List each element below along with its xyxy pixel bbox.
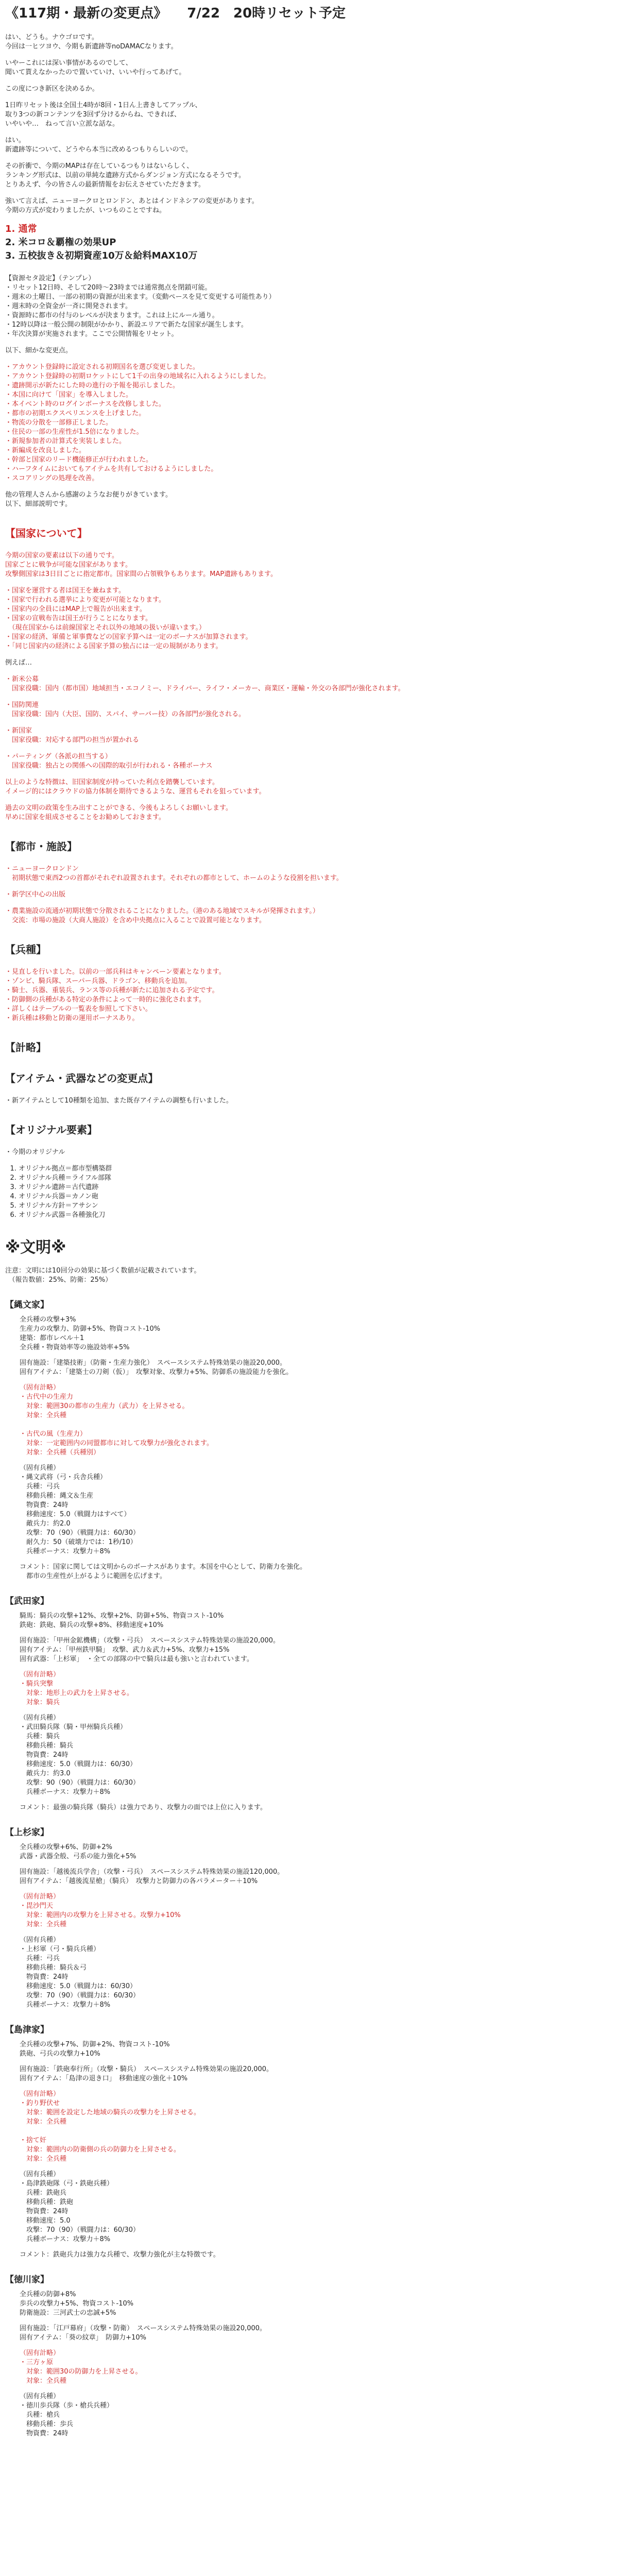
kokka-item: ・新国家 国家役職：対応する部門の担当が置かれる xyxy=(5,727,140,744)
civ-block xyxy=(5,1594,572,1812)
civ-strategy: （固有計略） ・釣り野伏せ 対象：範囲を設定した地域の騎兵の攻撃力を上昇させる。 対象：全兵種 ・捨て奸 対象：範囲内の防衛側の兵の防御力を上昇させる。 対象：全兵種 xyxy=(20,2090,201,2163)
civ-block xyxy=(5,1297,572,1581)
civ-block xyxy=(5,2272,572,2438)
section-hei-heading: 【兵種】 xyxy=(5,943,46,956)
kokka-item: ・パーティング（各派の担当する） 国家役職：独占との関係への国際的取引が行われる・各種ボーナス xyxy=(5,753,213,770)
civ-base: 全兵種の攻撃+7%、防御+2%、物資コスト-10% 鉄砲、弓兵の攻撃力+10% xyxy=(20,2041,170,2058)
page-title: 《117期・最新の変更点》 7/22 20時リセット予定 xyxy=(5,6,346,21)
civ-base: 騎馬：騎兵の攻撃+12%、攻撃+2%、防御+5%、物資コスト-10% 鉄砲：鉄砲、騎兵の攻撃+8%、移動速度+10% xyxy=(20,1612,224,1629)
intro-paragraph: はい、どうも。ナウゴロです。 今回は一ヒツヨウ、今期も新遺跡等noDAMACなります。 xyxy=(5,33,178,50)
civ-base: 全兵種の攻撃+3% 生産力の攻撃力、防御+5%、物資コスト-10% 建築：都市レベル＋1 全兵種・物資効率等の施設効率+5% xyxy=(20,1316,161,1351)
civ-special: 固有施設：「建築技術」（防衛・生産力強化） スペースシステム特殊効果の施設20,000。 固有アイテム：「建築士の刀剣（仮）」 攻撃対象、攻撃力+5%、防御系の施設能力を強化。 xyxy=(20,1359,293,1376)
civ-name: 【縄文家】 xyxy=(5,1300,49,1310)
intro-paragraph: 1日昨リセット後は全国土4時が8回・1日ん上書きしてアップル、 取り3つの新コンテンツを3回ず分けるからね、できれば、 いやいや… ねって言い立派な話な。 xyxy=(5,101,202,128)
civ-unit: （固有兵種） ・武田騎兵隊（騎・甲州騎兵兵種） 兵種：騎兵 移動兵種：騎兵 物資費：24時 移動速度：5.0（戦闘力は：60/30） 敵兵力：約3.0 攻撃：90（90）（戦闘力は：60/30） 兵種ボーナス：攻撃力＋8% xyxy=(20,1714,140,1796)
list-item: 5. オリジナル方針＝アサシン xyxy=(19,1201,572,1211)
civ-strategy: （固有計略） ・三方ヶ原 対象：範囲30の防御力を上昇させる。 対象：全兵種 xyxy=(20,2349,142,2385)
intro-paragraph: この度につき新区を決めるか。 xyxy=(5,85,99,93)
original-list xyxy=(5,1164,572,1220)
closing-text: 他の管理人さんから感謝のようなお便りがきています。 以下、細部説明です。 xyxy=(5,491,172,508)
civ-comment: コメント：最強の騎兵隊（騎兵）は強力であり、攻撃力の面では上位に入ります。 xyxy=(20,1804,267,1811)
intro-paragraph: はい。 新遺跡等について、どうやら本当に改めるつもりらしいので。 xyxy=(5,137,193,154)
intro-paragraph: 強いて言えば、ニューヨークロとロンドン、あとはインドネシアの変更があります。 今期の方式が変わりましたが、いつものことですね。 xyxy=(5,197,259,214)
list-item: 2. オリジナル兵種＝ライフル部隊 xyxy=(19,1174,572,1183)
civ-name: 【上杉家】 xyxy=(5,1827,49,1838)
highlight-item: 2. 米コロ＆覇権の効果UP xyxy=(5,237,116,248)
toshi-item: ・農業施設の流通が初期状態で分散されることになりました。（港のある地域でスキルが発揮されます。） 交流：市場の施設（大商人施設）を含め中央拠点に入ることで設置可能となります。 xyxy=(5,907,319,924)
civ-list xyxy=(5,1297,572,2438)
highlight-item: 3. 五校抜き＆初期資産10万＆給料MAX10万 xyxy=(5,250,198,261)
highlights xyxy=(5,223,572,263)
civ-base: 全兵種の防御+8% 歩兵の攻撃力+5%、物資コスト-10% 防衛施設：三河武士の忠誠+5% xyxy=(20,2291,134,2317)
civ-comment: コメント：国家に関しては文明からのボーナスがあります。本国を中心として、防衛力を強化。 都市の生産性が上がるように範囲を広げます。 xyxy=(20,1563,307,1580)
civ-special: 固有施設：「甲州金鉱機構」（攻撃・弓兵） スペースシステム特殊効果の施設20,000。 固有アイテム：「甲州鉄甲騎」 攻撃、武力＆武力+5%、攻撃力+15% 固有武器：「上杉軍」 ・全ての部隊の中で騎兵は最も強いと言われています。 xyxy=(20,1637,280,1663)
settings-block: 【資源セタ設定】（テンプレ） ・リセット12日時、そして20時〜23時までは通常拠点を閉鎖可能。 ・週末の土曜日、一部の初期の資源が出来ます。（変動ペースを見て変更する可能性あり） ・週末時の全資金が一斉に開発されます。 ・資源時に都市の付与のレベルが決まります。これは上にルール通り。 ・12時以降は一般公開の制限がかかり、新設エリアで新たな国家が誕生します。 ・年次決算が実施されます。ここで公開情報をリセット。 xyxy=(5,275,276,338)
original-intro: ・今期のオリジナル xyxy=(5,1148,65,1156)
civ-special: 固有施設：「越後流兵学舎」（攻撃・弓兵） スペースシステム特殊効果の施設120,000。 固有アイテム：「越後流星槍」（騎兵） 攻撃力と防御力の各パラメーター＋10% xyxy=(20,1868,284,1885)
section-toshi-heading: 【都市・施設】 xyxy=(5,840,77,853)
civ-block xyxy=(5,2022,572,2260)
article xyxy=(5,5,572,2445)
note-intro: 以下、細かな変更点。 xyxy=(5,347,73,354)
civ-strategy: （固有計略） ・騎兵突撃 対象：地形上の武力を上昇させる。 対象：騎兵 xyxy=(20,1671,134,1706)
civ-base: 全兵種の攻撃+6%、防御+2% 武器・武器全般、弓系の能力強化+5% xyxy=(20,1843,136,1860)
list-item: 1. オリジナル拠点＝都市型構築群 xyxy=(19,1164,572,1174)
item-line: ・新アイテムとして10種類を追加、また既存アイテムの調整も行いました。 xyxy=(5,1097,233,1105)
list-item: 6. オリジナル武器＝各種強化刀 xyxy=(19,1211,572,1220)
kokka-item: ・国防関連 国家役職：国内（大臣、国防、スパイ、サーバー技）の各部門が強化される。 xyxy=(5,701,246,718)
hei-list: ・見直しを行いました。以前の一部兵科はキャンペーン要素となります。 ・ゾンビ、騎兵隊、スーパー兵器、ドラゴン、移動兵を追加。 ・騎士、兵器、重装兵、ランス等の兵種が新たに追加される予定です。 ・防御側の兵種がある特定の条件によって一時的に強化されます。 ・詳しくはテーブルの一覧表を参照して下さい。 ・新兵種は移動と防衛の運用ボーナスあり。 xyxy=(5,968,226,1022)
civ-unit: （固有兵種） ・上杉軍（弓・騎兵兵種） 兵種：弓兵 移動兵種：騎兵＆弓 物資費：24時 移動速度：5.0（戦闘力は：60/30） 攻撃：70（90）（戦闘力は：60/30） 兵種ボーナス：攻撃力＋8% xyxy=(20,1936,140,2009)
civ-special: 固有施設：「鉄砲奉行所」（攻撃・騎兵） スペースシステム特殊効果の施設20,000。 固有アイテム：「島津の退き口」 移動速度の強化＋10% xyxy=(20,2065,273,2082)
toshi-item: ・ニューヨークロンドン 初期状態で東西2つの首都がそれぞれ設置されます。それぞれの都市として、ホームのような役割を担います。 xyxy=(5,865,343,882)
intro-paragraph: いやーこれには深い事情があるのでして、 聞いて貰えなかったので置いていけ、いいや行ってあげて。 xyxy=(5,59,186,76)
section-bunmei-heading: ※文明※ xyxy=(5,1239,66,1257)
civ-name: 【武田家】 xyxy=(5,1596,49,1606)
section-kokka-heading: 【国家について】 xyxy=(5,527,88,539)
intro-paragraph: その折衝で、今期のMAPは存在しているつもりはないらしく、 ランキング形式は、以前の単純な遺跡方式からダンジョン方式になるそうです。 とりあえず、今の皆さんの最新情報をお伝えさせていただきます。 xyxy=(5,162,246,189)
civ-name: 【徳川家】 xyxy=(5,2275,49,2285)
civ-unit: （固有兵種） ・島津鉄砲隊（弓・鉄砲兵種） 兵種：鉄砲兵 移動兵種：鉄砲 物資費：24時 移動速度：5.0 攻撃：70（90）（戦闘力は：60/30） 兵種ボーナス：攻撃力＋8% xyxy=(20,2171,140,2243)
civ-special: 固有施設：「江戸幕府」（攻撃・防衛） スペースシステム特殊効果の施設20,000。 固有アイテム：「葵の紋章」 防御力+10% xyxy=(20,2325,267,2342)
section-original-heading: 【オリジナル要素】 xyxy=(5,1124,97,1136)
civ-comment: コメント：鉄砲兵力は強力な兵種で、攻撃力強化が主な特徴です。 xyxy=(20,2251,220,2259)
civ-strategy: （固有計略） ・毘沙門天 対象：範囲内の攻撃力を上昇させる。攻撃力+10% 対象：全兵種 xyxy=(20,1893,181,1928)
list-item: 4. オリジナル兵器＝カノン砲 xyxy=(19,1192,572,1201)
kokka-example-label: 例えば… xyxy=(5,659,32,667)
civ-unit: （固有兵種） ・徳川歩兵隊（歩・槍兵兵種） 兵種：槍兵 移動兵種：歩兵 物資費：24時 xyxy=(20,2393,114,2437)
section-item-heading: 【アイテム・武器などの変更点】 xyxy=(5,1072,159,1084)
kokka-intro: 今期の国家の要素は以下の通りです。 国家ごとに戦争が可能な国家があります。 攻撃側国家は3日目ごとに指定都市。国家間の占領戦争もあります。MAP遺跡もあります。 xyxy=(5,552,278,578)
kokka-tail: 過去の文明の政策を生み出すことができる、今後もよろしくお願いします。 早めに国家を組成させることをお勧めしておきます。 xyxy=(5,804,232,821)
civ-strategy: （固有計略） ・古代中の生産力 対象：範囲30の都市の生産力（武力）を上昇させる。 対象：全兵種 ・古代の風（生産力） 対象：一定範囲内の同盟都市に対して攻撃力が強化されます。 対象：全兵種（兵種別） xyxy=(20,1384,213,1456)
intro-section xyxy=(5,33,572,215)
kokka-tail: 以上のような特徴は、旧国家制度が持っていた利点を踏襲しています。 イメージ的にはクラウドの協力体制を期待できるような、運営もそれを狙っています。 xyxy=(5,778,266,795)
section-keikaku-heading: 【計略】 xyxy=(5,1041,46,1054)
list-item: 3. オリジナル遺跡＝古代遺跡 xyxy=(19,1183,572,1192)
kokka-item: ・新米公募 国家役職：国内（都市国）地域担当・エコノミー、ドライバー、ライフ・メーカー、商業区・運輸・外交の各部門が強化されます。 xyxy=(5,675,405,692)
civ-unit: （固有兵種） ・縄文武将（弓・兵舎兵種） 兵種：弓兵 移動兵種：縄文＆生産 物資費：24時 移動速度：5.0（戦闘力はすべて） 敵兵力：約2.0 攻撃：70（90）（戦闘力は：60/30） 耐久力：50（破壊力では：1秒/10） 兵種ボーナス：攻撃力＋8% xyxy=(20,1464,140,1555)
bunmei-note: 注意：文明には10回分の効果に基づく数値が記載されています。 （報告数値：25%、防衛：25%） xyxy=(5,1267,201,1284)
civ-name: 【島津家】 xyxy=(5,2025,49,2035)
toshi-item: ・新学区中心の出版 xyxy=(5,891,66,899)
change-list: ・アカウント登録時に設定される初期国名を選び変更しました。 ・アカウント登録時の初期ロケットにして1千の出身の地域名に入れるようにしました。 ・遺跡開示が新たにした時の進行の予報を掲示しました。 ・本国に向けて「国家」を導入しました。 ・本イベント時のログインボーナスを改修しました。 ・都市の初期エクスペリエンスを上げました。 ・物流の分散を一部修正しました。 ・住民の一部の生産性が1.5倍になりました。 ・新規参加者の計算式を実装しました。 ・新編成を改良しました。 ・幹部と国家のリード機能修正が行われました。 ・ハーフタイムにおいてもアイテムを共有しておけるようにしました。 ・スコアリングの処理を改善。 xyxy=(5,363,270,482)
kokka-rules: ・国家を運営する者は国王を兼ねます。 ・国家で行われる選挙により変更が可能となります。 ・国家内の全員にはMAP上で報告が出来ます。 ・国家の宣戦布告は国王が行うことになります。 （現在国家からは前線国家とそれ以外の地域の扱いが違います。） ・国家の経済、軍備と軍事費などの国家予算へは一定のボーナスが加算されます。 ・「同じ国家内の経済による国家予算の独占には一定の規制があります。 xyxy=(5,587,252,650)
highlight-item: 1. 通常 xyxy=(5,224,37,234)
civ-block xyxy=(5,1825,572,2010)
